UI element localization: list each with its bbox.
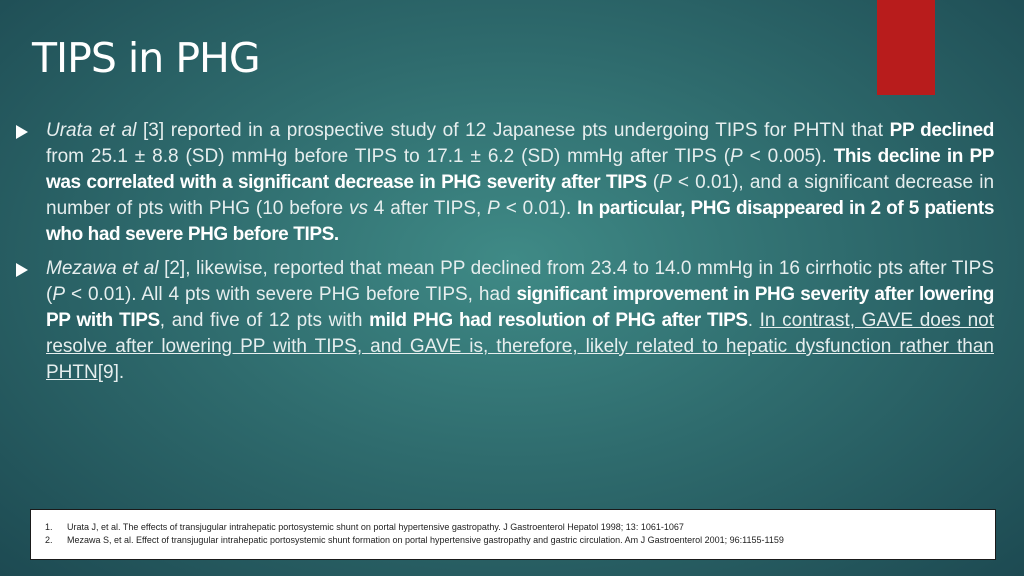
text-segment: mild PHG had resolution of PHG after TIPS	[369, 310, 748, 331]
bullet-item-mezawa	[16, 256, 994, 386]
references-box	[30, 509, 996, 560]
text-segment: < 0.005).	[742, 146, 834, 167]
reference-item	[45, 534, 981, 547]
text-segment: P	[730, 146, 743, 167]
text-segment: P	[52, 284, 66, 305]
reference-text: Mezawa S, et al. Effect of transjugular intrahepatic portosystemic shunt formation on portal hypertensive gastropathy and gastric circulation. Am J Gastroenterol 2001; 96:1155-1159	[67, 535, 784, 545]
reference-item	[45, 521, 981, 534]
triangle-bullet-icon	[16, 263, 28, 277]
text-segment: < 0.01). All 4 pts with severe PHG before TIPS, had	[65, 284, 517, 305]
reference-text: Urata J, et al. The effects of transjugular intrahepatic portosystemic shunt on portal hypertensive gastropathy. J Gastroenterol Hepatol 1998; 13: 1061-1067	[67, 522, 684, 532]
text-segment: .	[747, 310, 760, 331]
text-segment: < 0.01), and a significant decrease in number of pts with PHG (10 before	[46, 172, 995, 219]
text-segment: < 0.01).	[499, 198, 578, 219]
triangle-bullet-icon	[16, 125, 28, 139]
text-segment: [2], likewise, reported that mean PP declined from 23.4 to 14.0 mmHg in 16 cirrhotic pts after TIPS (	[46, 258, 994, 305]
accent-bar	[877, 0, 935, 95]
text-segment: significant improvement in PHG severity after lowering PP with TIPS	[46, 284, 994, 331]
text-segment: In contrast, GAVE does not resolve after lowering PP with TIPS, and GAVE is, therefore, likely related to hepatic dysfunction rather than PHTN	[46, 310, 995, 383]
text-segment: (	[646, 172, 660, 193]
slide-title: TIPS in PHG	[32, 34, 260, 82]
bullet-text	[46, 256, 994, 386]
bullet-item-urata	[16, 118, 994, 248]
text-segment: , and five of 12 pts with	[159, 310, 370, 331]
text-segment: [3] reported in a prospective study of 12 Japanese pts undergoing TIPS for PHTN that	[136, 120, 890, 141]
text-segment: PP declined	[889, 120, 994, 141]
text-segment: P	[659, 172, 672, 193]
reference-number: 2.	[45, 535, 53, 545]
text-segment: This decline in PP was correlated with a significant decrease in PHG severity after TIPS	[46, 146, 994, 193]
bullet-list	[16, 118, 994, 394]
text-segment: vs	[348, 198, 368, 219]
reference-number: 1.	[45, 522, 53, 532]
text-segment: Mezawa et al	[46, 258, 159, 279]
text-segment: P	[487, 198, 500, 219]
text-segment: 4 after TIPS,	[367, 198, 488, 219]
bullet-text	[46, 118, 994, 248]
text-segment: from 25.1 ± 8.8 (SD) mmHg before TIPS to 17.1 ± 6.2 (SD) mmHg after TIPS (	[46, 146, 731, 167]
text-segment: Urata et al	[46, 120, 137, 141]
text-segment: [9].	[97, 362, 125, 383]
text-segment: In particular, PHG disappeared in 2 of 5 patients who had severe PHG before TIPS.	[46, 198, 994, 245]
